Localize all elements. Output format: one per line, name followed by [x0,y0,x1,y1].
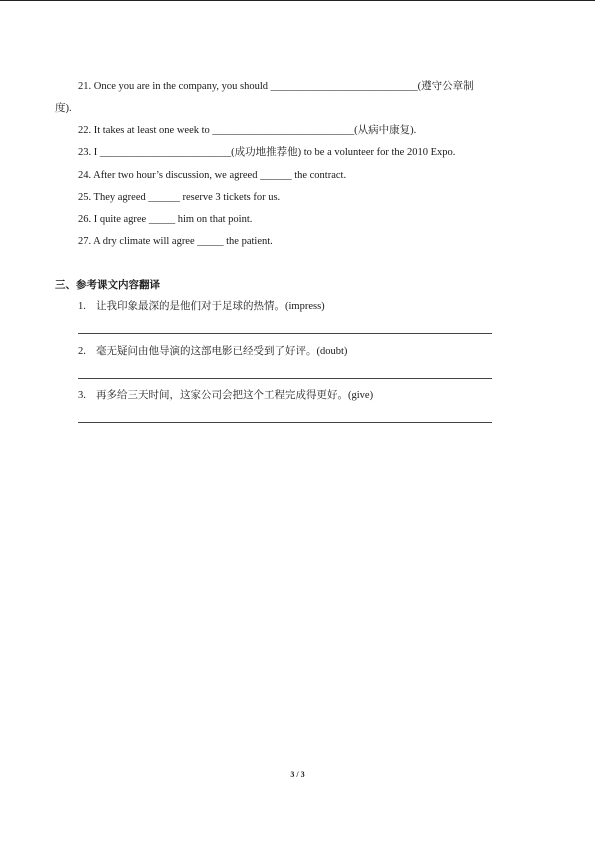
question-21: 21. Once you are in the company, you should ____________________________(遵守公章制 [78,81,474,92]
question-26: 26. I quite agree _____ him on that point. [78,214,253,225]
item-number: 3. [78,390,86,401]
question-24: 24. After two hour’s discussion, we agreed ______ the contract. [78,170,347,181]
question-27: 27. A dry climate will agree _____ the patient. [78,236,273,247]
item-text: 毫无疑问由他导演的这部电影已经受到了好评。(doubt) [96,346,348,357]
question-21-continued: 度). [55,103,72,114]
translation-item-1 [78,300,325,313]
question-25: 25. They agreed ______ reserve 3 tickets for us. [78,192,281,203]
question-22: 22. It takes at least one week to ___________________________(从病中康复). [78,125,417,136]
item-text: 让我印象最深的是他们对于足球的热情。(impress) [96,301,325,312]
section-heading: 三、参考课文内容翻译 [55,279,160,291]
item-number: 1. [78,301,86,312]
translation-item-2 [78,345,347,358]
answer-line-3[interactable] [78,422,492,423]
top-border [0,0,595,1]
answer-line-1[interactable] [78,333,492,334]
item-text: 再多给三天时间，这家公司会把这个工程完成得更好。(give) [96,390,374,401]
page-number: 3 / 3 [290,770,305,779]
item-number: 2. [78,346,86,357]
question-23: 23. I _________________________(成功地推荐他) to be a volunteer for the 2010 Expo. [78,147,456,158]
answer-line-2[interactable] [78,378,492,379]
translation-item-3 [78,389,373,402]
